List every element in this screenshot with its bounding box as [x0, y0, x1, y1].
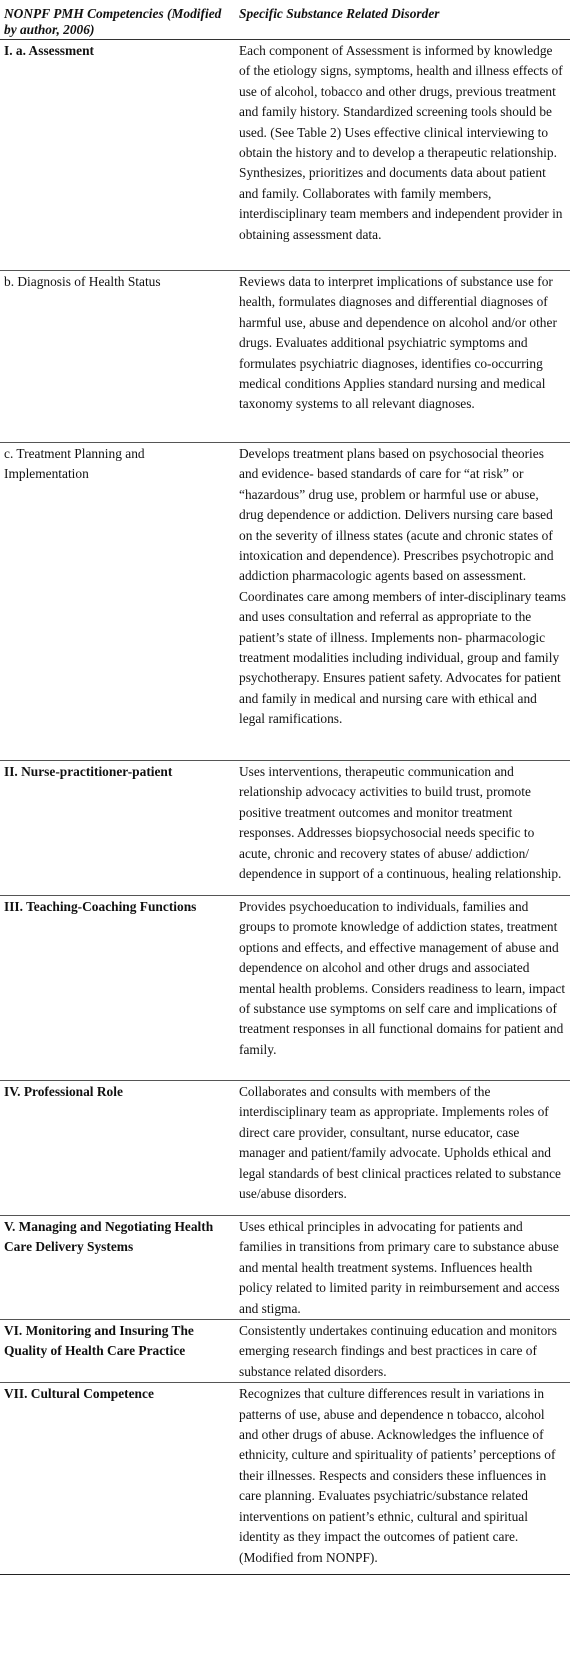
competency-name: VI. Monitoring and Insuring The Quality of Health Care Practice: [0, 1320, 233, 1383]
table-row: [0, 761, 570, 896]
competency-name: c. Treatment Planning and Implementation: [0, 443, 233, 761]
competency-description: Consistently undertakes continuing education and monitors emerging research findings and best practices in care of substance related disorders.: [233, 1320, 570, 1383]
header-competencies: NONPF PMH Competencies (Modified by author, 2006): [0, 2, 233, 40]
competency-description: Collaborates and consults with members of the interdisciplinary team as appropriate. Implements roles of direct care provider, consultant, nurse educator, case manager and patient/family advocate. Upholds ethical and legal standards of best clinical practices related to substance use/abuse disorders.: [233, 1081, 570, 1216]
competency-name: V. Managing and Negotiating Health Care Delivery Systems: [0, 1216, 233, 1320]
table-row: [0, 40, 570, 271]
table-row: [0, 271, 570, 443]
table-row: [0, 1383, 570, 1575]
competency-description: Uses interventions, therapeutic communication and relationship advocacy activities to build trust, promote positive treatment outcomes and monitor treatment responses. Addresses biopsychosocial needs specific to acute, chronic and recovery states of abuse/ addiction/ dependence in support of a continuous, healing relationship.: [233, 761, 570, 896]
table-body: [0, 40, 570, 1575]
table-header-row: [0, 2, 570, 40]
competency-name: I. a. Assessment: [4, 43, 95, 58]
competency-table: [0, 2, 570, 1575]
table-row: [0, 1216, 570, 1320]
competency-description: Each component of Assessment is informed by knowledge of the etiology signs, symptoms, health and illness effects of use of alcohol, tobacco and other drugs, previous treatment and family history. Standardized screening tools should be used. (See Table 2) Uses effective clinical interviewing to obtain the history and to develop a therapeutic relationship. Synthesizes, prioritizes and documents data about patient and family. Collaborates with family members, interdisciplinary team members and independent provider in obtaining assessment data.: [239, 43, 563, 242]
competency-name: II. Nurse-practitioner-patient: [0, 761, 233, 896]
competency-description: Reviews data to interpret implications of substance use for health, formulates diagnoses and differential diagnoses of harmful use, abuse and dependence on alcohol and/or other drugs. Evaluates additional psychiatric symptoms and formulates psychiatric diagnoses, identifies co-occurring medical conditions Applies standard nursing and medical taxonomy systems to all relevant diagnoses.: [233, 271, 570, 443]
header-disorder: Specific Substance Related Disorder: [233, 2, 570, 40]
table-row: [0, 896, 570, 1081]
competency-description: Recognizes that culture differences result in variations in patterns of use, abuse and dependence n tobacco, alcohol and other drugs of abuse. Acknowledges the influence of ethnicity, culture and spirituality of patients’ perceptions of their illnesses. Respects and considers these influences in care planning. Evaluates psychiatric/substance related interventions on patient’s ethnic, cultural and spiritual identity as they impact the outcomes of patient care. (Modified from NONPF).: [233, 1383, 570, 1575]
table-row: [0, 443, 570, 761]
table-row: [0, 1320, 570, 1383]
competency-description: Develops treatment plans based on psychosocial theories and evidence- based standards of care for “at risk” or “hazardous” drug use, problem or harmful use or abuse, drug dependence or addiction. Delivers nursing care based on the severity of illness states (acute and chronic states of intoxication and dependence). Prescribes psychotropic and addiction pharmacologic agents based on assessment. Coordinates care among members of inter-disciplinary teams and uses consultation and referral as appropriate to the patient’s state of illness. Implements non- pharmacologic treatment modalities including individual, group and family psychotherapy. Ensures patient safety. Advocates for patient and family in medical and nursing care with ethical and legal ramifications.: [233, 443, 570, 761]
competency-name: VII. Cultural Competence: [0, 1383, 233, 1575]
competency-description: Provides psychoeducation to individuals, families and groups to promote knowledge of addiction states, treatment options and effects, and effective management of abuse and dependence on alcohol and other drugs and associated mental health problems. Considers readiness to learn, impact of substance use symptoms on self care and implications of treatment responses in all functional domains for patient and family.: [233, 896, 570, 1081]
competency-name: IV. Professional Role: [0, 1081, 233, 1216]
competency-name: b. Diagnosis of Health Status: [0, 271, 233, 443]
competency-description: Uses ethical principles in advocating for patients and families in transitions from primary care to substance abuse and mental health treatment systems. Influences health policy related to limited parity in reimbursement and access and stigma.: [233, 1216, 570, 1320]
competency-name: III. Teaching-Coaching Functions: [0, 896, 233, 1081]
table-row: [0, 1081, 570, 1216]
